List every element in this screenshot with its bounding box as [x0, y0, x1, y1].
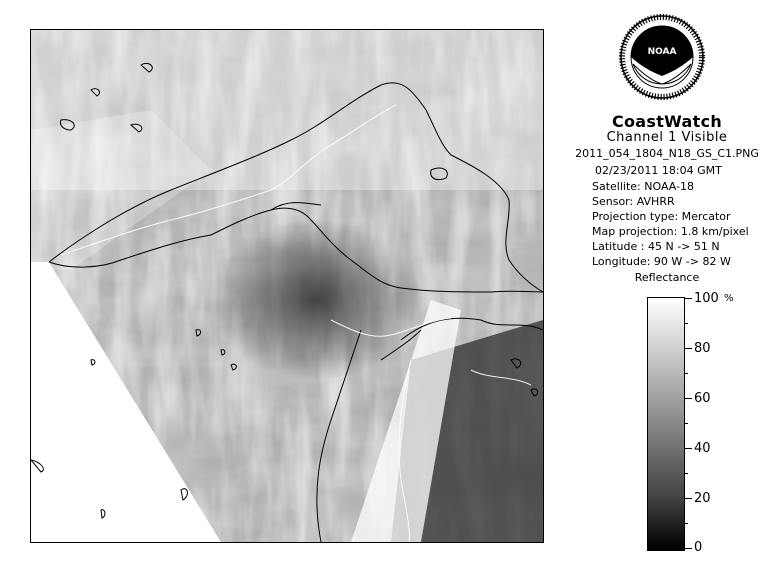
- scale-label: 80: [694, 341, 711, 356]
- scale-label: 100: [694, 291, 719, 306]
- scale-tick: [684, 298, 692, 299]
- noaa-logo-text: NOAA: [647, 47, 677, 57]
- scale-tick: [684, 548, 692, 549]
- scale-label: 20: [694, 491, 711, 506]
- scale-tick: [684, 448, 692, 449]
- satellite-scene: [31, 30, 543, 542]
- scale-tick: [684, 348, 692, 349]
- sensor-info: Sensor: AVHRR: [592, 195, 675, 208]
- scale-tick: [684, 398, 692, 399]
- product-title: CoastWatch: [611, 112, 723, 131]
- file-name: 2011_054_1804_N18_GS_C1.PNG: [575, 147, 759, 160]
- latitude-range: Latitude : 45 N -> 51 N: [592, 240, 720, 253]
- satellite-image: [30, 29, 544, 543]
- legend-unit: %: [724, 293, 734, 304]
- map-projection: Map projection: 1.8 km/pixel: [592, 225, 749, 238]
- scale-minor-tick: [684, 523, 688, 524]
- satellite-info: Satellite: NOAA-18: [592, 180, 695, 193]
- date-time: 02/23/2011 18:04 GMT: [595, 164, 722, 177]
- scale-label: 0: [694, 540, 703, 555]
- channel-label: Channel 1 Visible: [606, 130, 728, 145]
- scale-minor-tick: [684, 323, 688, 324]
- scale-label: 60: [694, 391, 711, 406]
- scale-minor-tick: [684, 473, 688, 474]
- reflectance-color-scale: [647, 297, 685, 551]
- legend-title: Reflectance: [634, 271, 700, 284]
- scale-tick: [684, 498, 692, 499]
- longitude-range: Longitude: 90 W -> 82 W: [592, 255, 731, 268]
- scale-minor-tick: [684, 423, 688, 424]
- projection-type: Projection type: Mercator: [592, 210, 731, 223]
- noaa-logo: [619, 14, 705, 100]
- scale-label: 40: [694, 441, 711, 456]
- scale-minor-tick: [684, 373, 688, 374]
